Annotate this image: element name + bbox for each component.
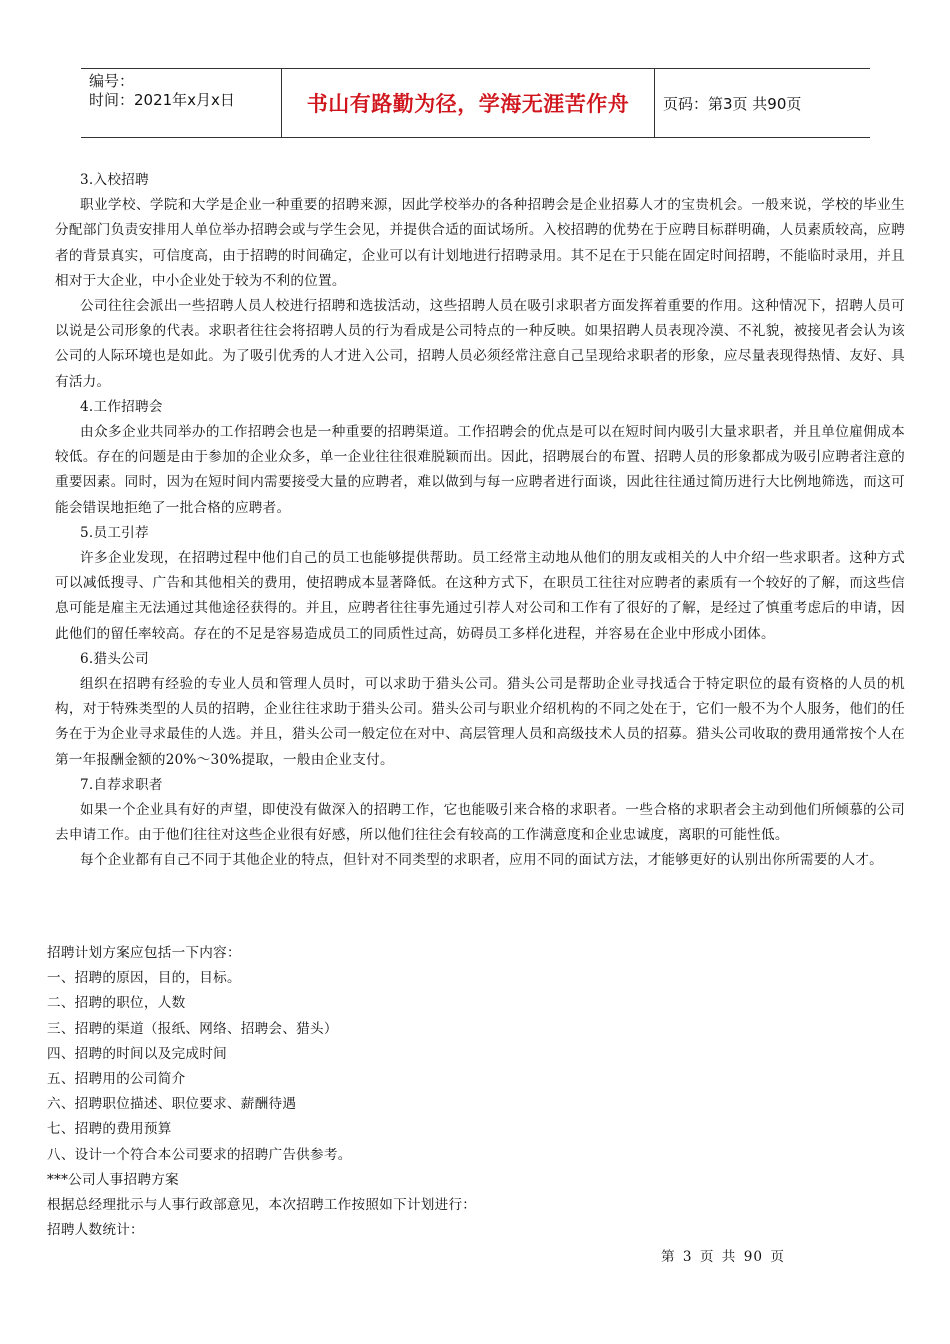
paragraph: 如果一个企业具有好的声望，即使没有做深入的招聘工作，它也能吸引来合格的求职者。一些合格的求职者会主动到他们所倾慕的公司去申请工作。由于他们往往对这些企业很有好感，所以他们往往会有较高的工作满意度和企业忠诚度，离职的可能性低。 — [55, 802, 905, 844]
document-time-label: 时间：2021年x月x日 — [89, 91, 235, 109]
plan-line: 五、招聘用的公司简介 — [47, 1071, 186, 1088]
plan-line: 七、招聘的费用预算 — [47, 1121, 172, 1138]
paragraph: 每个企业都有自己不同于其他企业的特点，但针对不同类型的求职者，应用不同的面试方法，才能够更好的认别出你所需要的人才。 — [80, 852, 883, 869]
section-heading: 3.入校招聘 — [80, 172, 149, 188]
document-number-label: 编号： — [89, 72, 135, 90]
plan-line: 招聘计划方案应包括一下内容： — [47, 945, 241, 961]
header-page-cell — [655, 69, 870, 137]
header-page-info: 页码：第3页 共90页 — [663, 94, 802, 113]
paragraph: 公司往往会派出一些招聘人员人校进行招聘和选拔活动，这些招聘人员在吸引求职者方面发挥着重要的作用。这种情况下，招聘人员可以说是公司形象的代表。求职者往往会将招聘人员的行为看成是公司特点的一种反映。如果招聘人员表现冷漠、不礼貌，被接见者会认为该公司的人际环境也是如此。为了吸引优秀的人才进入公司，招聘人员必须经常注意自己呈现给求职者的形象，应尽量表现得热情、友好、具有活力。 — [55, 298, 905, 390]
plan-line: 八、设计一个符合本公司要求的招聘广告供参考。 — [47, 1146, 352, 1163]
paragraph: 职业学校、学院和大学是企业一种重要的招聘来源，因此学校举办的各种招聘会是企业招募人才的宝贵机会。一般来说，学校的毕业生分配部门负责安排用人单位举办招聘会或与学生会见，并提供合适的面试场所。入校招聘的优势在于应聘目标群明确，人员素质较高，应聘者的背景真实，可信度高，由于招聘的时间确定，企业可以有计划地进行招聘录用。其不足在于只能在固定时间招聘，不能临时录用，并且相对于大企业，中小企业处于较为不利的位置。 — [55, 197, 905, 289]
plan-line: 一、招聘的原因，目的，目标。 — [47, 970, 241, 987]
plan-line: 三、招聘的渠道（报纸、网络、招聘会、猎头） — [47, 1020, 338, 1037]
plan-line: 二、招聘的职位，人数 — [47, 995, 186, 1012]
section-heading: 5.员工引荐 — [80, 524, 149, 541]
page-footer — [661, 1245, 785, 1265]
plan-line: 招聘人数统计： — [47, 1222, 144, 1239]
header-motto: 书山有路勤为径，学海无涯苦作舟 — [306, 92, 630, 116]
section-heading: 7.自荐求职者 — [80, 776, 163, 793]
plan-line: 根据总经理批示与人事行政部意见，本次招聘工作按照如下计划进行： — [47, 1197, 477, 1214]
page-header — [81, 68, 870, 138]
paragraph: 许多企业发现，在招聘过程中他们自己的员工也能够提供帮助。员工经常主动地从他们的朋友或相关的人中介绍一些求职者。这种方式可以减低搜寻、广告和其他相关的费用，使招聘成本显著降低。在这种方式下，在职员工往往对应聘者的素质有一个较好的了解，而这些信息可能是雇主无法通过其他途径获得的。并且，应聘者往往事先通过引荐人对公司和工作有了很好的了解，是经过了慎重考虑后的申请，因此他们的留任率较高。存在的不足是容易造成员工的同质性过高，妨碍员工多样化进程，并容易在企业中形成小团体。 — [55, 550, 905, 642]
footer-page-number: 第 3 页 共 90 页 — [661, 1249, 785, 1265]
plan-line: ***公司人事招聘方案 — [47, 1171, 179, 1188]
body-content — [55, 168, 905, 874]
recruitment-plan-list — [47, 941, 897, 1243]
paragraph: 由众多企业共同举办的工作招聘会也是一种重要的招聘渠道。工作招聘会的优点是可以在短时间内吸引大量求职者，并且单位雇佣成本较低。存在的问题是由于参加的企业众多，单一企业往往很难脱颖而出。因此，招聘展台的布置、招聘人员的形象都成为吸引应聘者注意的重要因素。同时，因为在短时间内需要接受大量的应聘者，难以做到与每一应聘者进行面谈，因此往往通过简历进行大比例地筛选，而这可能会错误地拒绝了一批合格的应聘者。 — [55, 424, 905, 516]
section-heading: 6.猎头公司 — [80, 650, 149, 667]
header-motto-cell — [282, 69, 655, 137]
plan-line: 六、招聘职位描述、职位要求、薪酬待遇 — [47, 1096, 297, 1113]
paragraph: 组织在招聘有经验的专业人员和管理人员时，可以求助于猎头公司。猎头公司是帮助企业寻找适合于特定职位的最有资格的人员的机构，对于特殊类型的人员的招聘，企业往往求助于猎头公司。猎头公司与职业介绍机构的不同之处在于，它们一般不为个人服务，他们的任务在于为企业寻求最佳的人选。并且，猎头公司一般定位在对中、高层管理人员和高级技术人员的招募。猎头公司收取的费用通常按个人在第一年报酬金额的20%～30%提取，一般由企业支付。 — [55, 676, 905, 768]
plan-line: 四、招聘的时间以及完成时间 — [47, 1045, 227, 1062]
header-meta — [81, 69, 282, 137]
section-heading: 4.工作招聘会 — [80, 398, 163, 415]
